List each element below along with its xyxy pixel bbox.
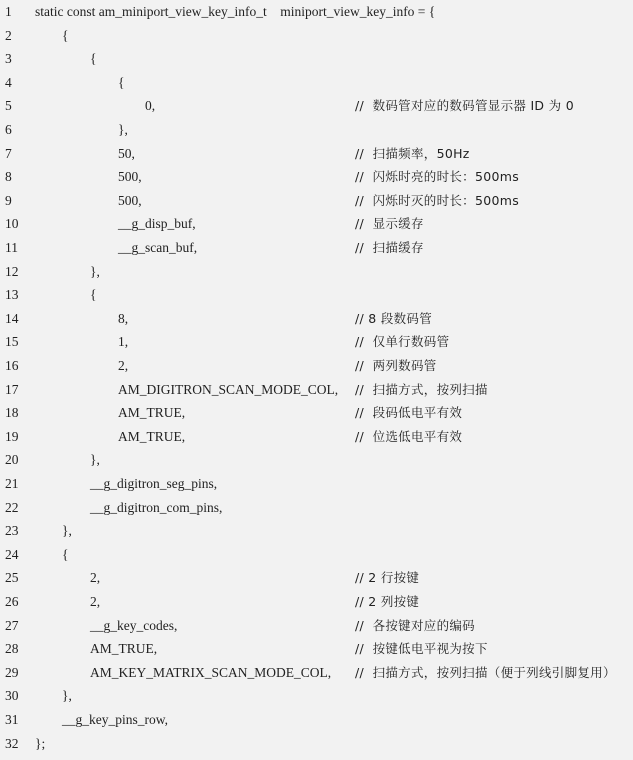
code-line [0,378,633,402]
code-line [0,401,633,425]
code-line [0,708,633,732]
code-text: }, [90,263,100,279]
code-text: { [90,51,97,67]
code-comment: // 闪烁时灭的时长：500ms [355,192,520,208]
code-line [0,260,633,284]
code-comment: // 8 段数码管 [355,310,433,326]
code-line [0,142,633,166]
line-number: 26 [5,594,19,609]
code-comment: // 扫描缓存 [355,240,424,255]
line-number: 19 [5,428,19,444]
code-line [0,543,633,567]
line-number: 31 [5,712,19,727]
line-number: 23 [5,523,19,539]
code-line [0,189,633,213]
line-number: 11 [5,240,18,255]
code-text: AM_TRUE, [118,428,186,444]
line-number: 14 [5,310,19,326]
line-number: 5 [5,98,12,114]
line-number: 27 [5,617,19,633]
code-line [0,330,633,354]
code-line [0,283,633,307]
code-comment: // 扫描方式，按列扫描（便于列线引脚复用） [355,664,616,680]
line-number: 30 [5,688,19,704]
code-line [0,236,633,260]
code-line [0,47,633,71]
code-text: 50, [118,145,135,161]
code-text: AM_TRUE, [90,641,158,657]
code-text: { [90,287,97,303]
code-line [0,307,633,331]
line-number: 13 [5,287,19,303]
code-comment: // 2 行按键 [355,570,420,586]
line-number: 17 [5,381,19,397]
code-text: 500, [118,192,142,208]
code-text: { [62,27,69,43]
code-line [0,94,633,118]
code-line [0,354,633,378]
code-comment: // 按键低电平视为按下 [355,641,488,657]
code-text: 2, [90,594,101,609]
code-line [0,165,633,189]
line-number: 32 [5,735,19,751]
code-text: __g_disp_buf, [118,216,196,232]
line-number: 6 [5,122,12,137]
code-line [0,637,633,661]
code-text: }, [90,452,100,468]
line-number: 8 [5,169,12,185]
code-comment: // 仅单行数码管 [355,334,450,350]
line-number: 3 [5,51,12,67]
code-text: __g_scan_buf, [118,240,198,255]
line-number: 1 [5,4,12,19]
line-number: 15 [5,334,19,350]
code-line [0,614,633,638]
code-line [0,212,633,236]
code-line [0,661,633,685]
code-line [0,0,633,24]
code-line [0,590,633,614]
code-text: }; [35,735,46,751]
code-comment: // 数码管对应的数码管显示器 ID 为 0 [355,98,574,114]
code-text: 500, [118,169,142,185]
line-number: 22 [5,499,19,515]
line-number: 18 [5,405,19,421]
code-comment: // 位选低电平有效 [355,428,463,444]
line-number: 24 [5,546,19,562]
code-text: __g_digitron_com_pins, [90,499,223,515]
code-text: }, [118,122,128,137]
code-text: AM_KEY_MATRIX_SCAN_MODE_COL, [90,664,332,680]
code-text: 1, [118,334,129,350]
code-text: }, [62,523,72,539]
code-text: __g_key_codes, [90,617,178,633]
code-line [0,118,633,142]
line-number: 2 [5,27,12,43]
code-text: __g_key_pins_row, [62,712,168,727]
code-text: static const am_miniport_view_key_info_t miniport_view_key_info = { [35,4,436,19]
code-line [0,566,633,590]
line-number: 12 [5,263,19,279]
code-text: }, [62,688,72,704]
line-number: 20 [5,452,19,468]
code-text: { [62,546,69,562]
code-text: 2, [90,570,101,586]
line-number: 29 [5,664,19,680]
line-number: 10 [5,216,19,232]
code-text: 2, [118,358,129,373]
code-text: { [118,74,125,90]
line-number: 4 [5,74,12,90]
line-number: 9 [5,192,12,208]
code-comment: // 显示缓存 [355,216,424,232]
code-comment: // 两列数码管 [355,358,437,373]
code-text: 0, [145,98,156,114]
code-comment: // 扫描方式，按列扫描 [355,381,488,397]
code-comment: // 各按键对应的编码 [355,617,475,633]
code-text: AM_TRUE, [118,405,186,421]
code-line [0,448,633,472]
code-comment: // 2 列按键 [355,594,420,609]
line-number: 28 [5,641,19,657]
code-comment: // 扫描频率，50Hz [355,145,470,161]
code-comment: // 段码低电平有效 [355,405,463,421]
code-line [0,496,633,520]
code-text: __g_digitron_seg_pins, [90,476,218,491]
code-line [0,732,633,756]
code-text: AM_DIGITRON_SCAN_MODE_COL, [118,381,339,397]
line-number: 7 [5,145,12,161]
line-number: 25 [5,570,19,586]
code-line [0,24,633,48]
line-number: 16 [5,358,19,373]
code-comment: // 闪烁时亮的时长：500ms [355,169,520,185]
code-line [0,71,633,95]
line-number: 21 [5,476,19,491]
code-line [0,684,633,708]
code-text: 8, [118,310,129,326]
code-line [0,519,633,543]
code-line [0,472,633,496]
code-line [0,425,633,449]
